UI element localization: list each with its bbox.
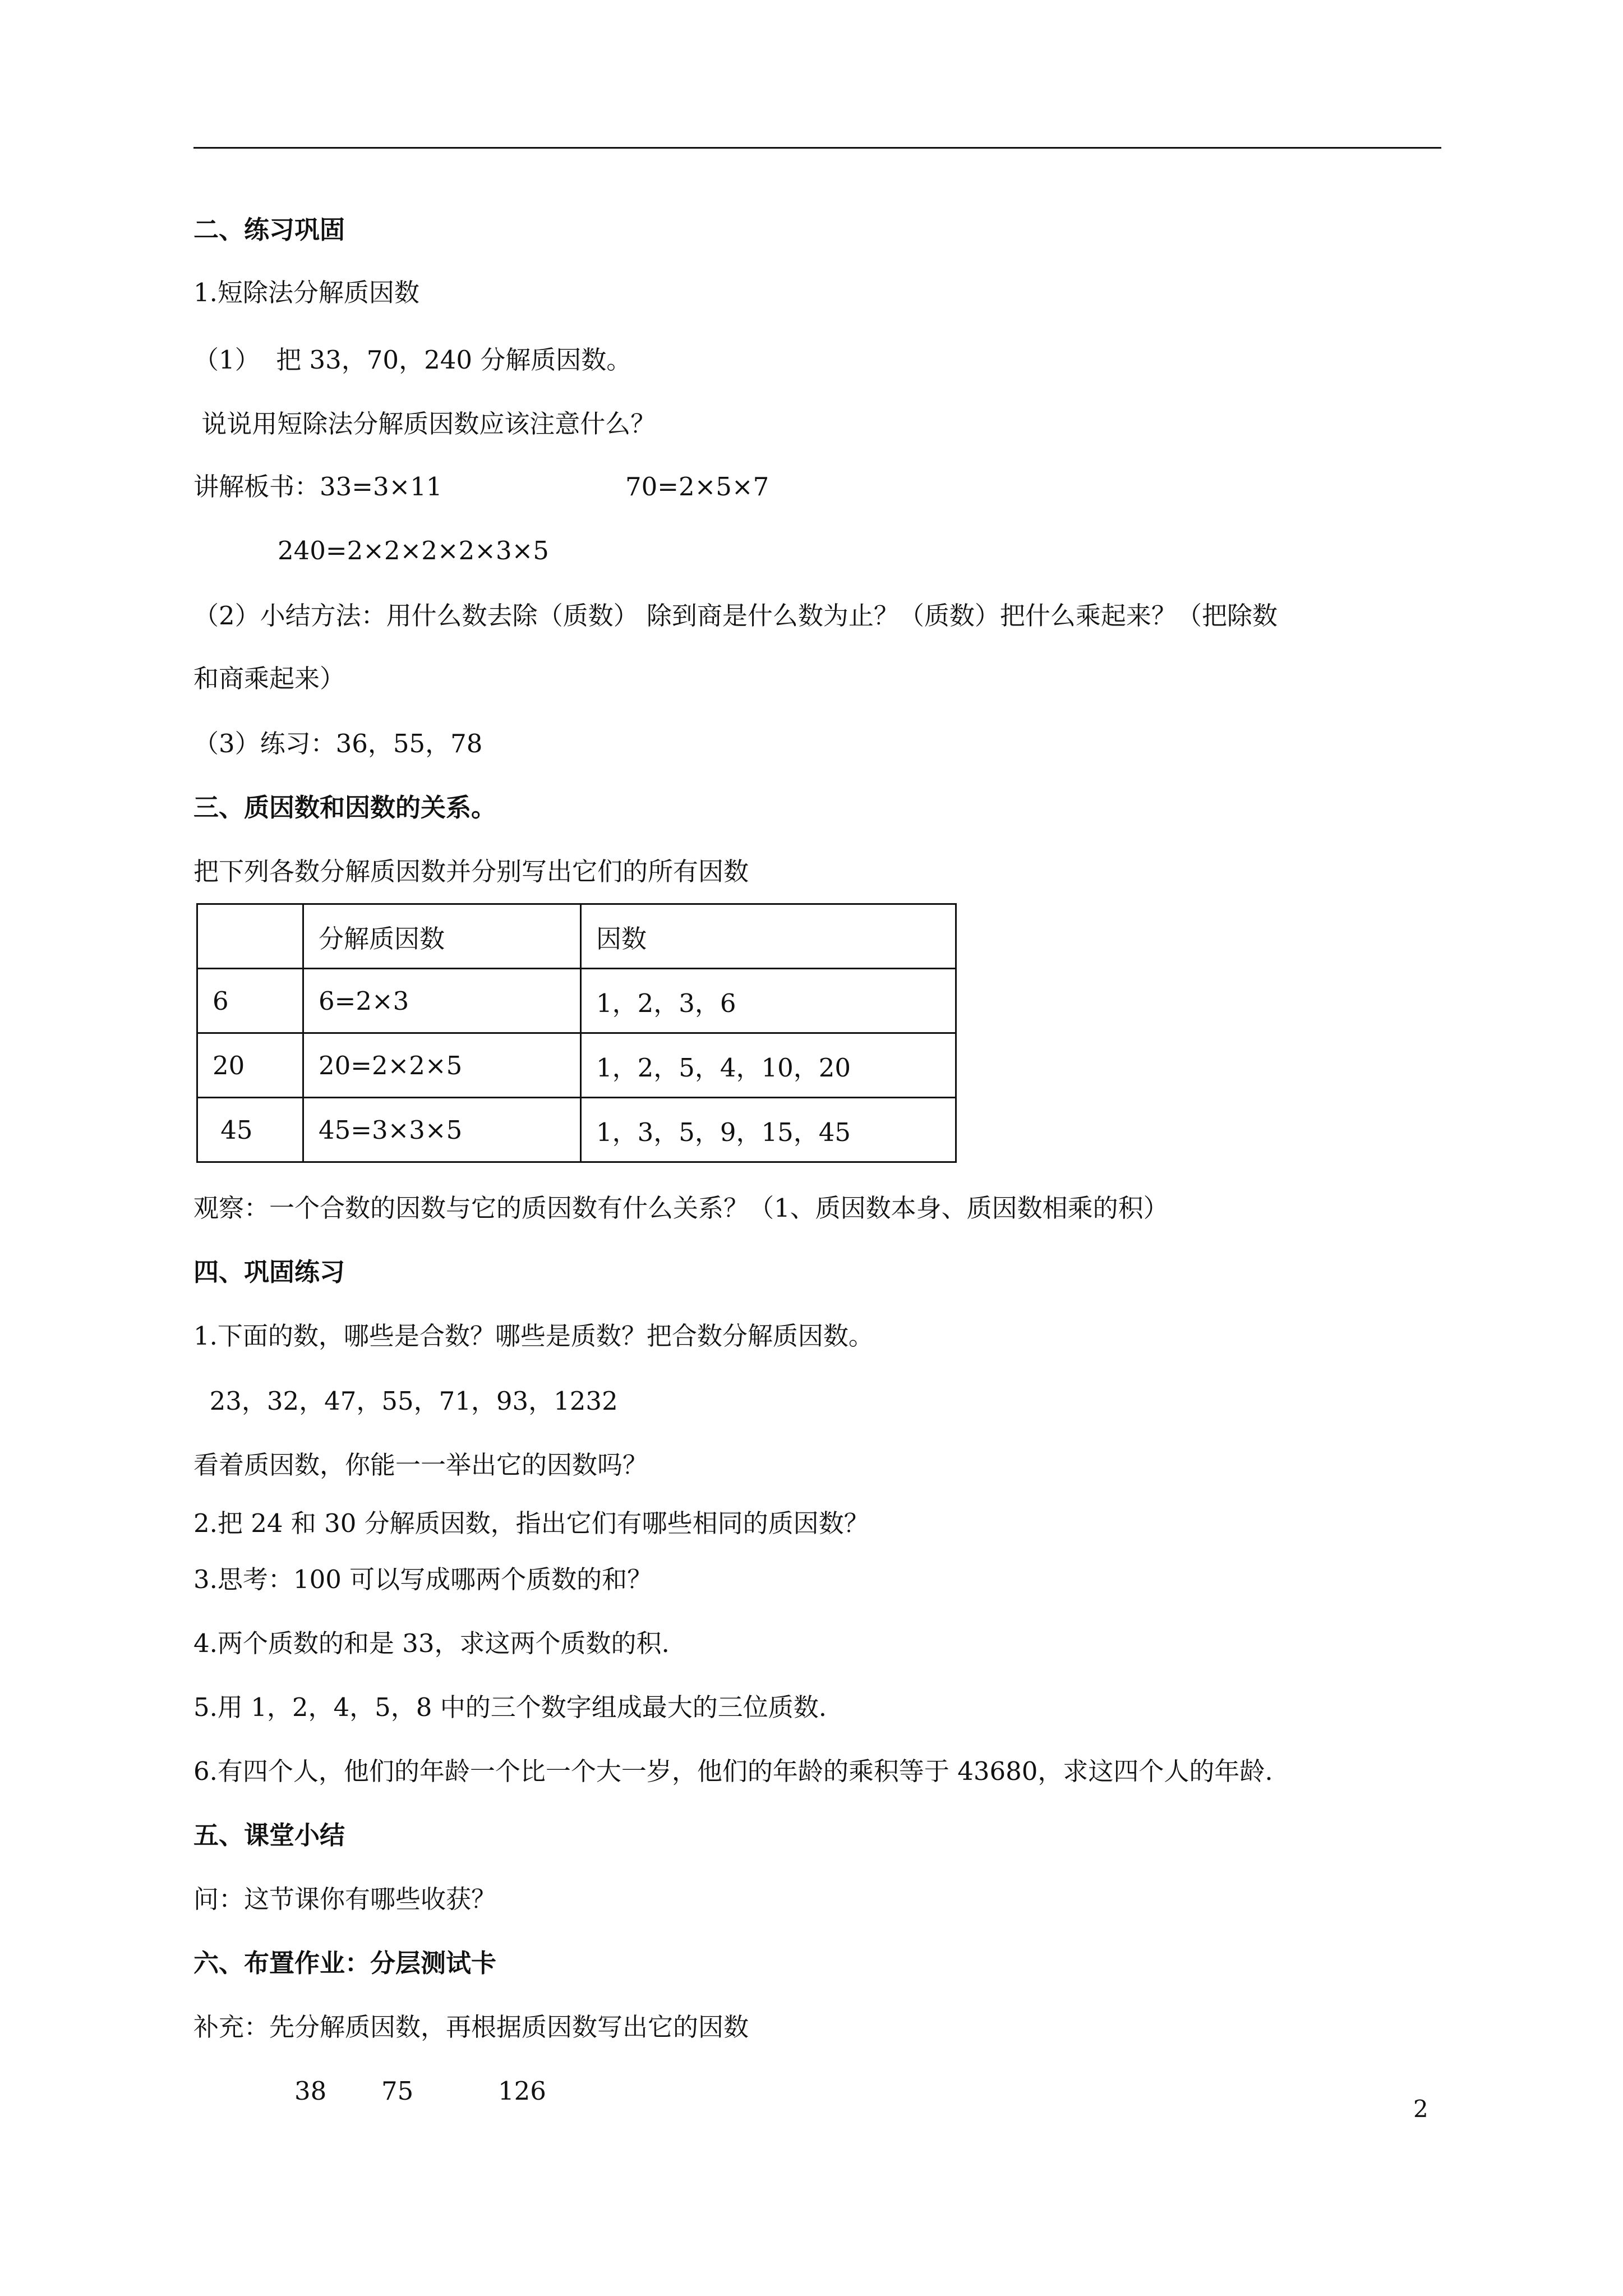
section4-q2: 2.把 24 和 30 分解质因数，指出它们有哪些相同的质因数？ xyxy=(193,1508,869,1538)
section4-q1-numbers: 23，32，47，55，71，93，1232 xyxy=(193,1386,618,1416)
table-cell: 20 xyxy=(197,1033,303,1098)
section4-q6: 6.有四个人，他们的年龄一个比一个大一岁，他们的年龄的乘积等于 43680，求这四个人的年龄. xyxy=(193,1756,1273,1786)
table-cell: 6 xyxy=(197,969,303,1033)
table-row xyxy=(197,969,956,1033)
table-cell: 20=2×2×5 xyxy=(303,1033,581,1098)
section3-observe: 观察：一个合数的因数与它的质因数有什么关系？（1、质因数本身、质因数相乘的积） xyxy=(193,1193,1169,1223)
section3-intro: 把下列各数分解质因数并分别写出它们的所有因数 xyxy=(193,857,749,886)
table-cell: 1，2，5，4，10，20 xyxy=(581,1033,956,1098)
section2-q1: （1） 把 33，70，240 分解质因数。 xyxy=(193,345,632,375)
homework-number: 75 xyxy=(381,2076,414,2106)
table-header-row xyxy=(197,904,956,969)
factor-table xyxy=(196,903,957,1163)
table-cell: 45=3×3×5 xyxy=(303,1098,581,1162)
section6-supplement: 补充：先分解质因数，再根据质因数写出它的因数 xyxy=(193,2012,749,2042)
section2-heading: 二、练习巩固 xyxy=(193,215,345,245)
section2-q2-line2: 和商乘起来） xyxy=(193,664,345,693)
page-number: 2 xyxy=(1413,2095,1428,2123)
board-70: 70=2×5×7 xyxy=(625,472,769,501)
section4-q1-follow: 看着质因数，你能一一举出它的因数吗？ xyxy=(193,1450,648,1480)
section6-heading: 六、布置作业：分层测试卡 xyxy=(193,1948,497,1978)
section4-heading: 四、巩固练习 xyxy=(193,1257,345,1287)
table-cell: 45 xyxy=(197,1098,303,1162)
section2-q1-ask: 说说用短除法分解质因数应该注意什么？ xyxy=(193,409,656,439)
table-row xyxy=(197,1098,956,1162)
homework-number: 126 xyxy=(498,2076,546,2106)
section4-q1: 1.下面的数，哪些是合数？哪些是质数？把合数分解质因数。 xyxy=(193,1321,874,1351)
table-header-cell: 因数 xyxy=(581,904,956,969)
board-label: 讲解板书：33=3×11 xyxy=(193,472,442,501)
section2-q3: （3）练习：36，55，78 xyxy=(193,729,483,758)
section2-q2-line1: （2）小结方法：用什么数去除（质数） 除到商是什么数为止？（质数）把什么乘起来？（把除数 xyxy=(193,601,1278,631)
table-cell: 1，2，3，6 xyxy=(581,969,956,1033)
table-cell: 6=2×3 xyxy=(303,969,581,1033)
section3-heading: 三、质因数和因数的关系。 xyxy=(193,793,497,822)
section4-q4: 4.两个质数的和是 33，求这两个质数的积. xyxy=(193,1628,670,1658)
table-header-cell xyxy=(197,904,303,969)
homework-number: 38 xyxy=(294,2076,327,2106)
section5-heading: 五、课堂小结 xyxy=(193,1820,345,1850)
section5-ask: 问：这节课你有哪些收获？ xyxy=(193,1884,497,1914)
section4-q5: 5.用 1，2，4，5，8 中的三个数字组成最大的三位质数. xyxy=(193,1692,827,1722)
table-header-cell: 分解质因数 xyxy=(303,904,581,969)
section2-item1-title: 1.短除法分解质因数 xyxy=(193,278,419,307)
table-cell: 1，3，5，9，15，45 xyxy=(581,1098,956,1162)
table-row xyxy=(197,1033,956,1098)
board-240: 240=2×2×2×2×3×5 xyxy=(278,536,549,565)
header-rule xyxy=(193,147,1441,149)
section4-q3: 3.思考：100 可以写成哪两个质数的和？ xyxy=(193,1565,653,1594)
